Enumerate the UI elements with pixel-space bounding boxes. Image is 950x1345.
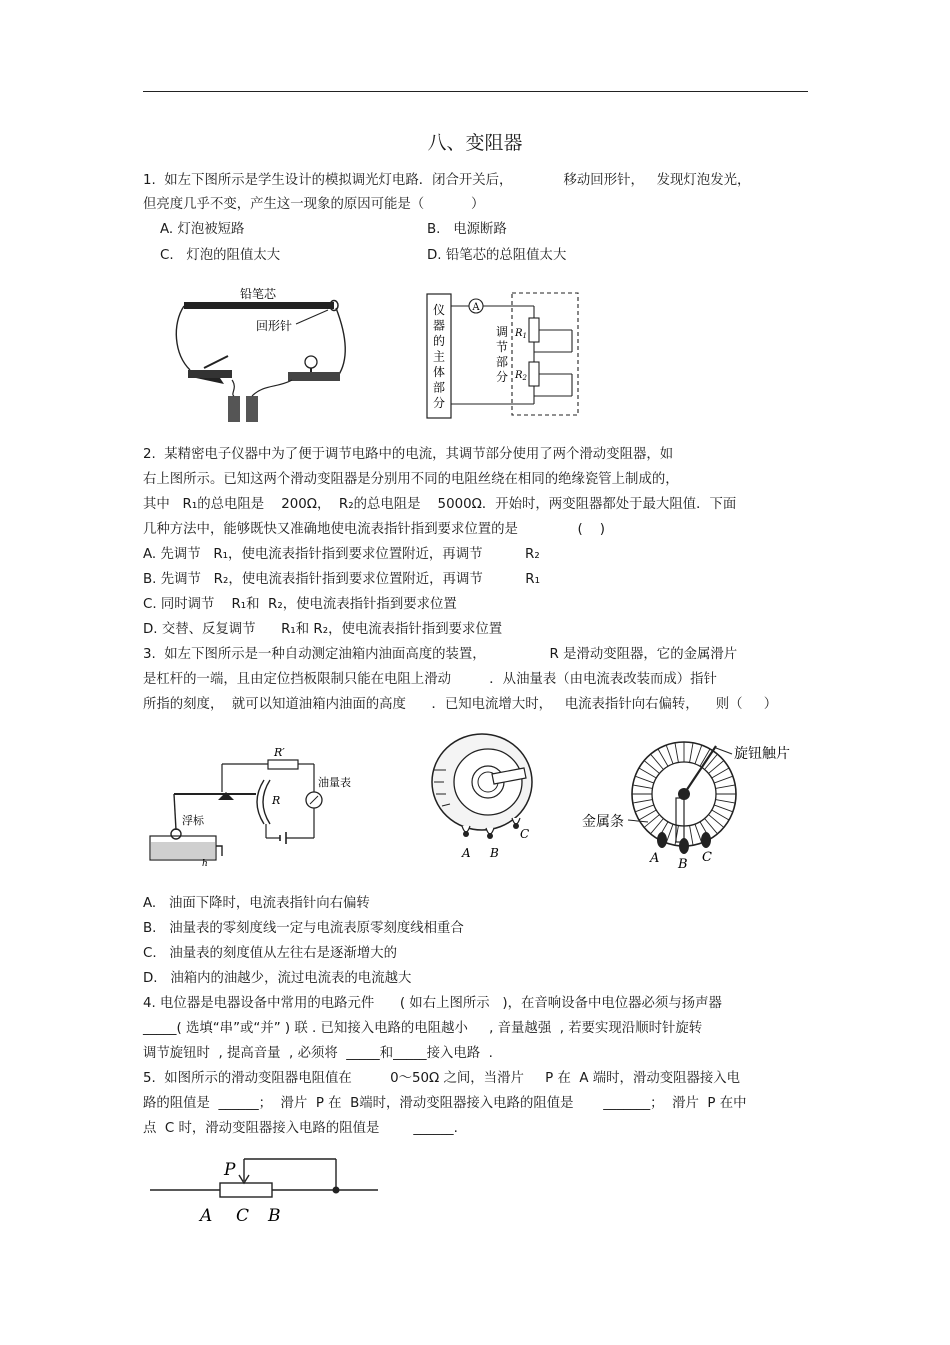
q3-line1: 3. 如左下图所示是一种自动测定油箱内油面高度的装置， R 是滑动变阻器，它的金属滑片 — [143, 647, 738, 662]
terminal-a — [657, 832, 667, 848]
instrument-char-4: 体 — [432, 365, 446, 379]
r1-label: $R_1$ — [515, 328, 527, 340]
instrument-char-6: 分 — [432, 396, 446, 410]
adjust-char-1: 节 — [495, 340, 509, 354]
r2-label: $R_2$ — [515, 370, 527, 382]
switch — [188, 370, 232, 378]
pencil-label: 铅笔芯 — [240, 287, 277, 301]
q3-line3: 所指的刻度， 就可以知道油箱内油面的高度 ．已知电流增大时， 电流表指针向右偏转， 则（ ） — [143, 697, 778, 712]
q2-option-c: C. 同时调节 R₁和 R₂，使电流表指针指到要求位置 — [143, 597, 457, 612]
a-label: A — [200, 1206, 213, 1226]
instrument-char-0: 仪 — [432, 303, 446, 317]
lamp-board — [288, 372, 340, 381]
q2-option-d: D. 交替、反复调节 R₁和 R₂，使电流表指针指到要求位置 — [143, 622, 503, 637]
q3-option-a: A. 油面下降时，电流表指针向右偏转 — [143, 896, 370, 911]
instrument-char-3: 主 — [432, 349, 446, 364]
r-label: R — [272, 794, 281, 807]
q2-option-b: B. 先调节 R₂，使电流表指针指到要求位置附近，再调节 R₁ — [143, 572, 540, 587]
q3-option-b: B. 油量表的零刻度线一定与电流表原零刻度线相重合 — [143, 921, 464, 936]
r-prime-label: R′ — [274, 746, 285, 759]
terminal-c — [701, 832, 711, 848]
instrument-char-5: 部 — [432, 380, 446, 395]
q5-line1: 5. 如图所示的滑动变阻器电阻值在 0～50Ω 之间，当滑片 P 在 A 端时，滑动变阻器接入电 — [143, 1071, 741, 1086]
q2-line1: 2. 某精密电子仪器中为了便于调节电路中的电流，其调节部分使用了两个滑动变阻器，如 — [143, 447, 674, 462]
lamp-bulb — [305, 356, 317, 368]
terminal-c-label: C — [702, 850, 712, 865]
battery-1 — [228, 396, 240, 422]
rheostat-coil — [220, 1183, 272, 1197]
clip-label: 回形针 — [256, 319, 293, 333]
q3-line2: 是杠杆的一端，且由定位挡板限制只能在电阻上滑动 ．从油量表（由电流表改装而成）指针 — [143, 672, 717, 687]
instrument-rheostat-figure — [422, 290, 587, 420]
oil-gauge-figure — [146, 742, 366, 870]
q1-option-c: C. 灯泡的阻值太大 — [160, 248, 281, 263]
q1-option-a: A. 灯泡被短路 — [160, 222, 245, 237]
terminal-b-label: B — [678, 857, 688, 872]
potentiometer-top-view-figure — [580, 734, 825, 874]
b-label: B — [268, 1206, 281, 1226]
q1-option-b: B. 电源断路 — [427, 222, 507, 237]
q3-option-c: C. 油量表的刻度值从左往右是逐渐增大的 — [143, 946, 398, 961]
instrument-char-2: 的 — [432, 334, 446, 348]
q4-line1: 4. 电位器是电器设备中常用的电路元件 ( 如右上图所示 )，在音响设备中电位器必须与扬声器 — [143, 996, 722, 1011]
oil-meter-label: 油量表 — [318, 776, 351, 789]
float-label: 浮标 — [182, 814, 204, 827]
p-label: P — [224, 1160, 236, 1180]
knob-label: 旋钮触片 — [734, 746, 790, 762]
slide-rheostat-figure — [148, 1155, 383, 1227]
ammeter-label: A — [472, 302, 480, 313]
potentiometer-figure — [424, 730, 549, 865]
r2-resistor — [529, 362, 539, 386]
pin-c-label: C — [520, 827, 530, 841]
header-rule — [143, 91, 808, 92]
adjust-part-box — [512, 293, 578, 415]
r1-resistor — [529, 318, 539, 342]
adjust-char-0: 调 — [495, 325, 509, 339]
fixed-resistor — [268, 760, 298, 769]
q3-option-d: D. 油箱内的油越少，流过电流表的电流越大 — [143, 971, 412, 986]
q2-option-a: A. 先调节 R₁，使电流表指针指到要求位置附近，再调节 R₂ — [143, 547, 540, 562]
q1-stem-line2: 但亮度几乎不变，产生这一现象的原因可能是（ ） — [143, 197, 485, 212]
adjust-char-2: 部 — [495, 355, 509, 369]
adjust-label — [496, 325, 508, 384]
pencil-lead — [184, 302, 334, 309]
terminal-a-label: A — [650, 851, 660, 866]
float — [171, 829, 181, 839]
q1-option-d: D. 铅笔芯的总阻值太大 — [427, 248, 567, 263]
h-label: h — [202, 859, 208, 869]
q1-stem-line1: 1. 如左下图所示是学生设计的模拟调光灯电路．闭合开关后， 移动回形针， 发现灯泡发光， — [143, 173, 751, 188]
q2-line2: 右上图所示。已知这两个滑动变阻器是分别用不同的电阻丝绕在相同的绝缘瓷管上制成的， — [143, 472, 679, 487]
pin-a-label: A — [462, 846, 471, 860]
c-label: C — [236, 1206, 250, 1226]
battery-2 — [246, 396, 258, 422]
instrument-char-1: 器 — [432, 318, 446, 333]
instrument-label — [433, 303, 445, 410]
q2-line4: 几种方法中，能够既快又准确地使电流表指针指到要求位置的是 ( ) — [143, 522, 606, 537]
terminal-b — [679, 838, 689, 854]
dimmer-circuit-figure — [168, 284, 358, 429]
q2-line3: 其中 R₁的总电阻是 200Ω， R₂的总电阻是 5000Ω．开始时，两变阻器都处于最大阻值．下面 — [143, 497, 737, 512]
pin-b-label: B — [490, 846, 499, 860]
q4-line2: _____( 选填“串”或“并” ) 联 . 已知接入电路的电阻越小 , 音量越强 , 若要实现沿顺时针旋转 — [143, 1021, 703, 1036]
page-title: 八、变阻器 — [427, 132, 523, 154]
oil — [151, 842, 215, 859]
q5-line3: 点 C 时，滑动变阻器接入电路的阻值是 ______. — [143, 1121, 458, 1136]
strip-label: 金属条 — [582, 814, 624, 830]
adjust-char-3: 分 — [495, 370, 509, 384]
q5-line2: 路的阻值是 ______； 滑片 P 在 B端时，滑动变阻器接入电路的阻值是 _______； 滑片 P 在中 — [143, 1096, 747, 1111]
q4-line3: 调节旋钮时 , 提高音量 , 必须将 _____和_____接入电路 . — [143, 1046, 493, 1061]
